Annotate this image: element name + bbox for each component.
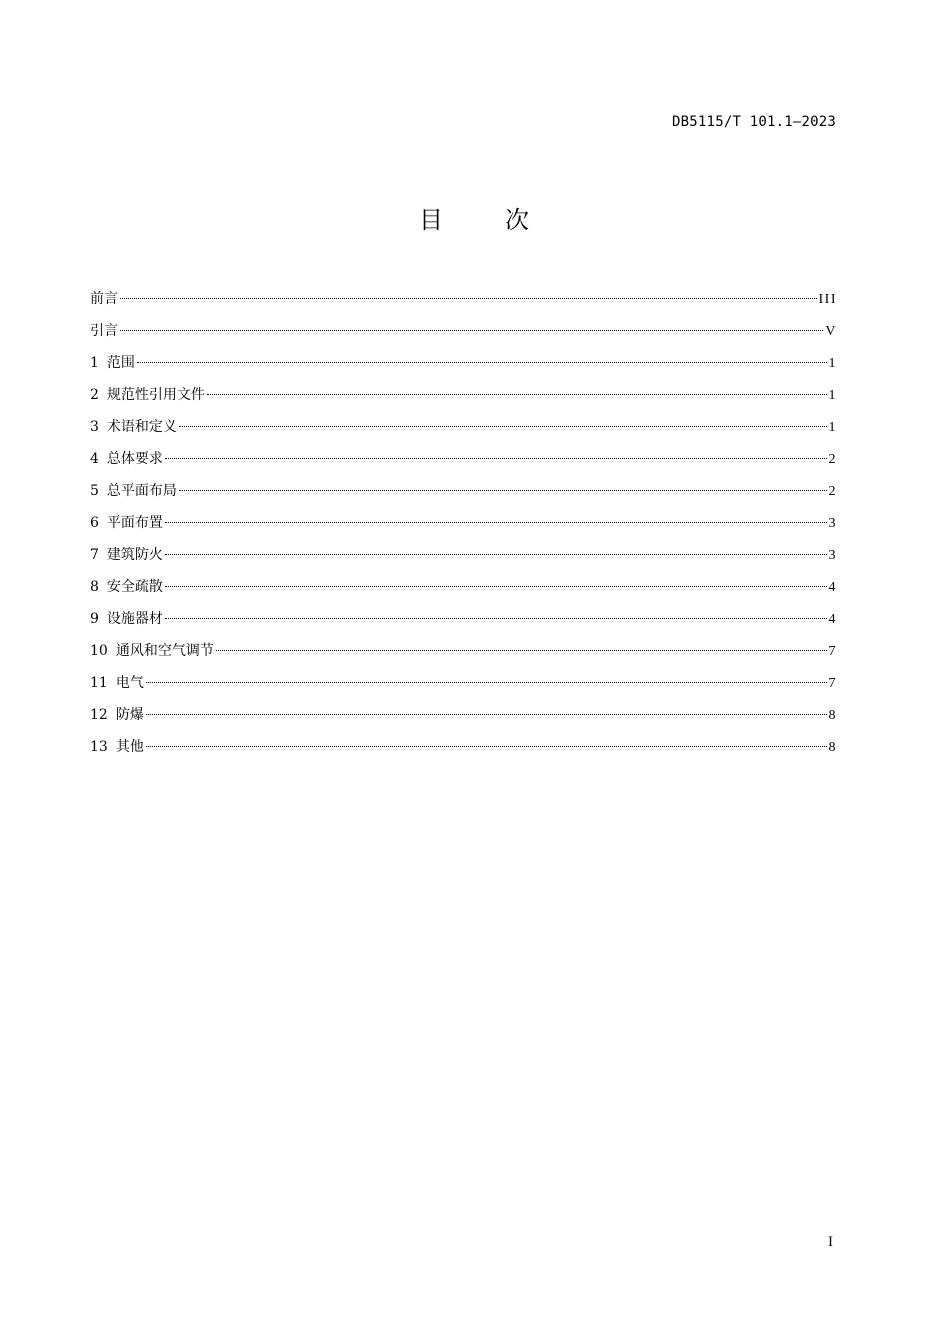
toc-entry-label: 总平面布局 — [106, 483, 177, 499]
toc-entry-number: 13 — [90, 739, 108, 755]
page-title — [0, 200, 950, 235]
toc-entry-introduction[interactable] — [90, 320, 837, 352]
toc-entry-number: 11 — [90, 675, 108, 691]
dot-leader — [216, 650, 827, 651]
toc-entry-page: 3 — [828, 516, 837, 531]
dot-leader — [120, 298, 817, 299]
toc-entry-13[interactable] — [90, 736, 837, 768]
dot-leader — [165, 554, 827, 555]
toc-entry-9[interactable] — [90, 608, 837, 640]
toc-entry-page: 3 — [828, 548, 837, 563]
toc-entry-number: 5 — [90, 483, 99, 499]
toc-entry-number: 2 — [90, 387, 99, 403]
dot-leader — [165, 586, 827, 587]
toc-entry-5[interactable] — [90, 480, 837, 512]
toc-entry-label: 总体要求 — [106, 451, 163, 467]
toc-entry-7[interactable] — [90, 544, 837, 576]
toc-entry-2[interactable] — [90, 384, 837, 416]
toc-entry-page: 8 — [828, 708, 837, 723]
toc-entry-page: 1 — [828, 420, 837, 435]
toc-entry-number: 10 — [90, 643, 108, 659]
toc-entry-page: 2 — [828, 484, 837, 499]
dot-leader — [146, 746, 827, 747]
toc-entry-number: 4 — [90, 451, 99, 467]
toc-entry-label: 设施器材 — [106, 611, 163, 627]
toc-entry-label: 电气 — [115, 675, 144, 691]
toc-entry-page: 2 — [828, 452, 837, 467]
toc-entry-page: 1 — [828, 356, 837, 371]
toc-entry-1[interactable] — [90, 352, 837, 384]
title-char-2: 次 — [505, 206, 531, 234]
page-number: I — [828, 1234, 833, 1250]
toc-entry-foreword[interactable] — [90, 288, 837, 320]
toc-entry-10[interactable] — [90, 640, 837, 672]
toc-entry-number: 12 — [90, 707, 108, 723]
toc-entry-page: 7 — [828, 676, 837, 691]
toc-entry-8[interactable] — [90, 576, 837, 608]
toc-entry-label: 防爆 — [115, 707, 144, 723]
dot-leader — [146, 714, 827, 715]
toc-entry-12[interactable] — [90, 704, 837, 736]
toc-entry-label: 其他 — [115, 739, 144, 755]
toc-entry-4[interactable] — [90, 448, 837, 480]
dot-leader — [137, 362, 827, 363]
toc-entry-page: 4 — [828, 580, 837, 595]
toc-entry-page: 1 — [828, 388, 837, 403]
toc-entry-label: 平面布置 — [106, 515, 163, 531]
dot-leader — [146, 682, 827, 683]
table-of-contents — [90, 288, 837, 768]
toc-entry-label: 建筑防火 — [106, 547, 163, 563]
dot-leader — [165, 522, 827, 523]
toc-entry-number: 9 — [90, 611, 99, 627]
document-code: DB5115/T 101.1—2023 — [672, 114, 836, 130]
toc-entry-number: 6 — [90, 515, 99, 531]
dot-leader — [120, 330, 823, 331]
toc-entry-label: 通风和空气调节 — [115, 643, 214, 659]
toc-entry-label: 范围 — [106, 355, 135, 371]
toc-entry-number: 8 — [90, 579, 99, 595]
toc-entry-number: 3 — [90, 419, 99, 435]
toc-entry-3[interactable] — [90, 416, 837, 448]
toc-entry-6[interactable] — [90, 512, 837, 544]
toc-entry-page: III — [818, 292, 837, 307]
dot-leader — [179, 426, 827, 427]
dot-leader — [179, 490, 827, 491]
toc-entry-page: 4 — [828, 612, 837, 627]
dot-leader — [165, 458, 827, 459]
toc-entry-label: 引言 — [90, 323, 118, 339]
toc-entry-label: 规范性引用文件 — [106, 387, 205, 403]
toc-entry-label: 术语和定义 — [106, 419, 177, 435]
dot-leader — [165, 618, 827, 619]
toc-entry-page: 8 — [828, 740, 837, 755]
title-char-1: 目 — [419, 206, 445, 234]
toc-entry-label: 前言 — [90, 291, 118, 307]
toc-entry-label: 安全疏散 — [106, 579, 163, 595]
toc-entry-number: 1 — [90, 355, 99, 371]
toc-entry-page: 7 — [828, 644, 837, 659]
toc-entry-11[interactable] — [90, 672, 837, 704]
dot-leader — [207, 394, 827, 395]
toc-entry-number: 7 — [90, 547, 99, 563]
toc-entry-page: V — [825, 324, 837, 339]
